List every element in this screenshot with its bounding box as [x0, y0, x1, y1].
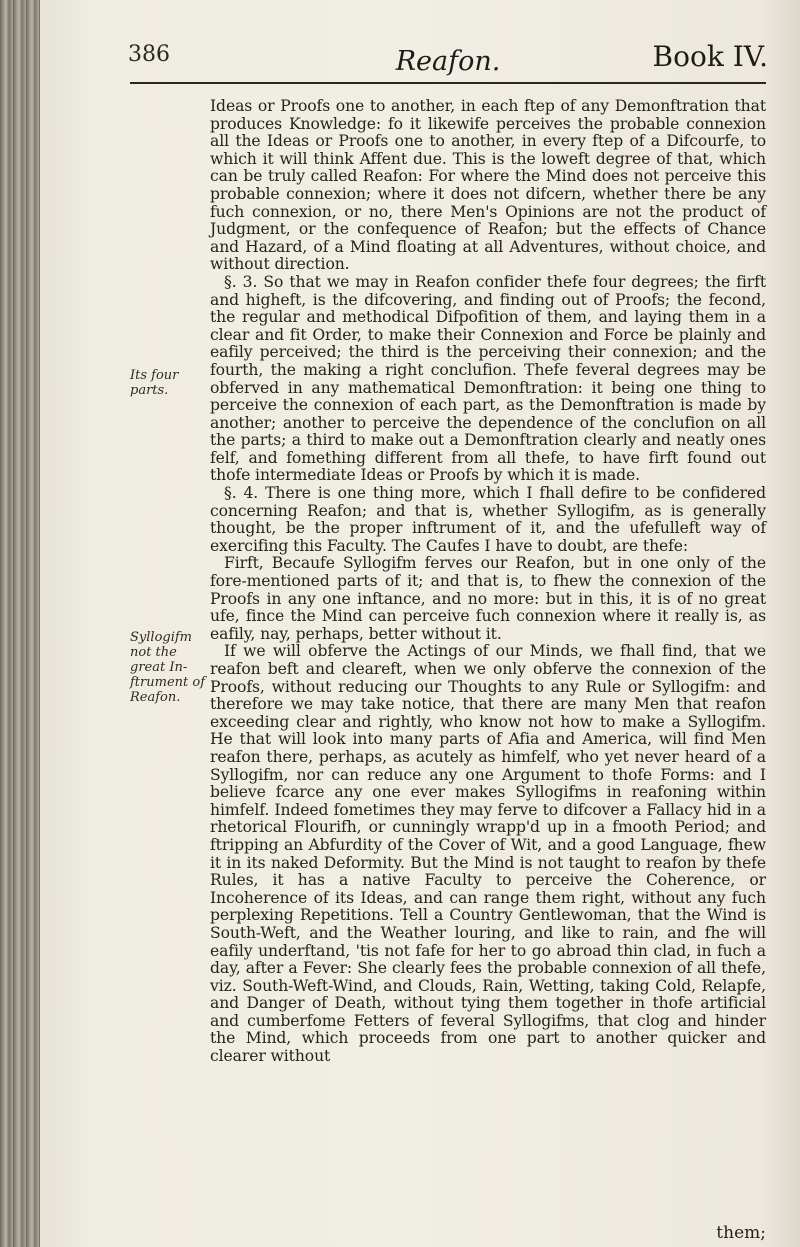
paragraph: §. 4. There is one thing more, which I fhall defire to be confidered concerning Reafon; and that is, whether Syllogifm, as is generally thought, be the proper inftrument of it, and the ufefulleft way of exercifing this Faculty. The Caufes I have to doubt, are thefe: [210, 484, 766, 555]
book-binding-gutter [0, 0, 40, 1247]
paragraph: Firft, Becaufe Syllogifm ferves our Reafon, but in one only of the fore-mentioned parts of it; and that is, to fhew the connexion of the Proofs in any one inftance, and no more: but in this, it is of no great ufe, fince the Mind can perceive fuch connexion where it really is, as eafily, nay, perhaps, better without it. [210, 554, 766, 643]
paragraph: §. 3. So that we may in Reafon confider thefe four degrees; the firft and higheft, is the difcovering, and finding out of Proofs; the fecond, the regular and methodical Difpofition of them, and laying them in a clear and fit Order, to make their Connexion and Force be plainly and eafily perceived; the third is the perceiving their connexion; and the fourth, the making a right conclufion. Thefe feveral degrees may be obferved in any mathematical Demonftration: it being one thing to perceive the connexion of each part, as the Demonftration is made by another; another to perceive the dependence of the conclufion on all the parts; a third to make out a Demonftration clearly and neatly ones felf, and fomething different from all thefe, to have firft found out thofe intermediate Ideas or Proofs by which it is made. [210, 272, 766, 485]
body-text [210, 98, 766, 1218]
sidenote-syllogism: Syllogifm not the great In-ftrument of Reafon. [130, 630, 206, 705]
paragraph: If we will obferve the Actings of our Minds, we fhall find, that we reafon beft and cleareft, when we only obferve the connexion of the Proofs, without reducing our Thoughts to any Rule or Syllogifm: and therefore we may take notice, that there are many Men that reafon exceeding clear and rightly, who know not how to make a Syllogifm. He that will look into many parts of Afia and America, will find Men reafon there, perhaps, as acutely as himfelf, who yet never heard of a Syllogifm, nor can reduce any one Argument to thofe Forms: and I believe fcarce any one ever makes Syllogifms in reafoning within himfelf. Indeed fometimes they may ferve to difcover a Fallacy hid in a rhetorical Flourifh, or cunningly wrapp'd up in a fmooth Period; and ftripping an Abfurdity of the Cover of Wit, and a good Language, fhew it in its naked Deformity. But the Mind is not taught to reafon by thefe Rules, it has a native Faculty to perceive the Coherence, or Incoherence of its Ideas, and can range them right, without any fuch perplexing Repetitions. Tell a Country Gentlewoman, that the Wind is South-Weft, and the Weather louring, and like to rain, and fhe will eafily underftand, 'tis not fafe for her to go abroad thin clad, in fuch a day, after a Fever: She clearly fees the probable connexion of all thefe, viz. South-Weft-Wind, and Clouds, Rain, Wetting, taking Cold, Relapfe, and Danger of Death, without tying them together in thofe artificial and cumberfome Fetters of feveral Syllogifms, that clog and hinder the Mind, which proceeds from one part to another quicker and clearer without [210, 642, 766, 1066]
sidenote-four-parts: Its four parts. [130, 368, 179, 398]
page-header [128, 40, 768, 80]
catchword: them; [716, 1223, 766, 1243]
book-label: Book IV. [652, 40, 768, 73]
header-rule [130, 82, 766, 84]
paragraph: Ideas or Proofs one to another, in each ftep of any Demonftration that produces Knowledge: fo it likewife perceives the probable connexion all the Ideas or Proofs one to another, in every ftep of a Difcourfe, to which it will think Affent due. This is the loweft degree of that, which can be truly called Reafon: For where the Mind does not perceive this probable connexion; where it does not difcern, whether there be any fuch connexion, or no, there Men's Opinions are not the product of Judgment, or the confequence of Reafon; but the effects of Chance and Hazard, of a Mind floating at all Adventures, without choice, and without direction. [210, 97, 766, 274]
running-title: Reafon. [395, 46, 501, 77]
page-number: 386 [128, 42, 170, 67]
